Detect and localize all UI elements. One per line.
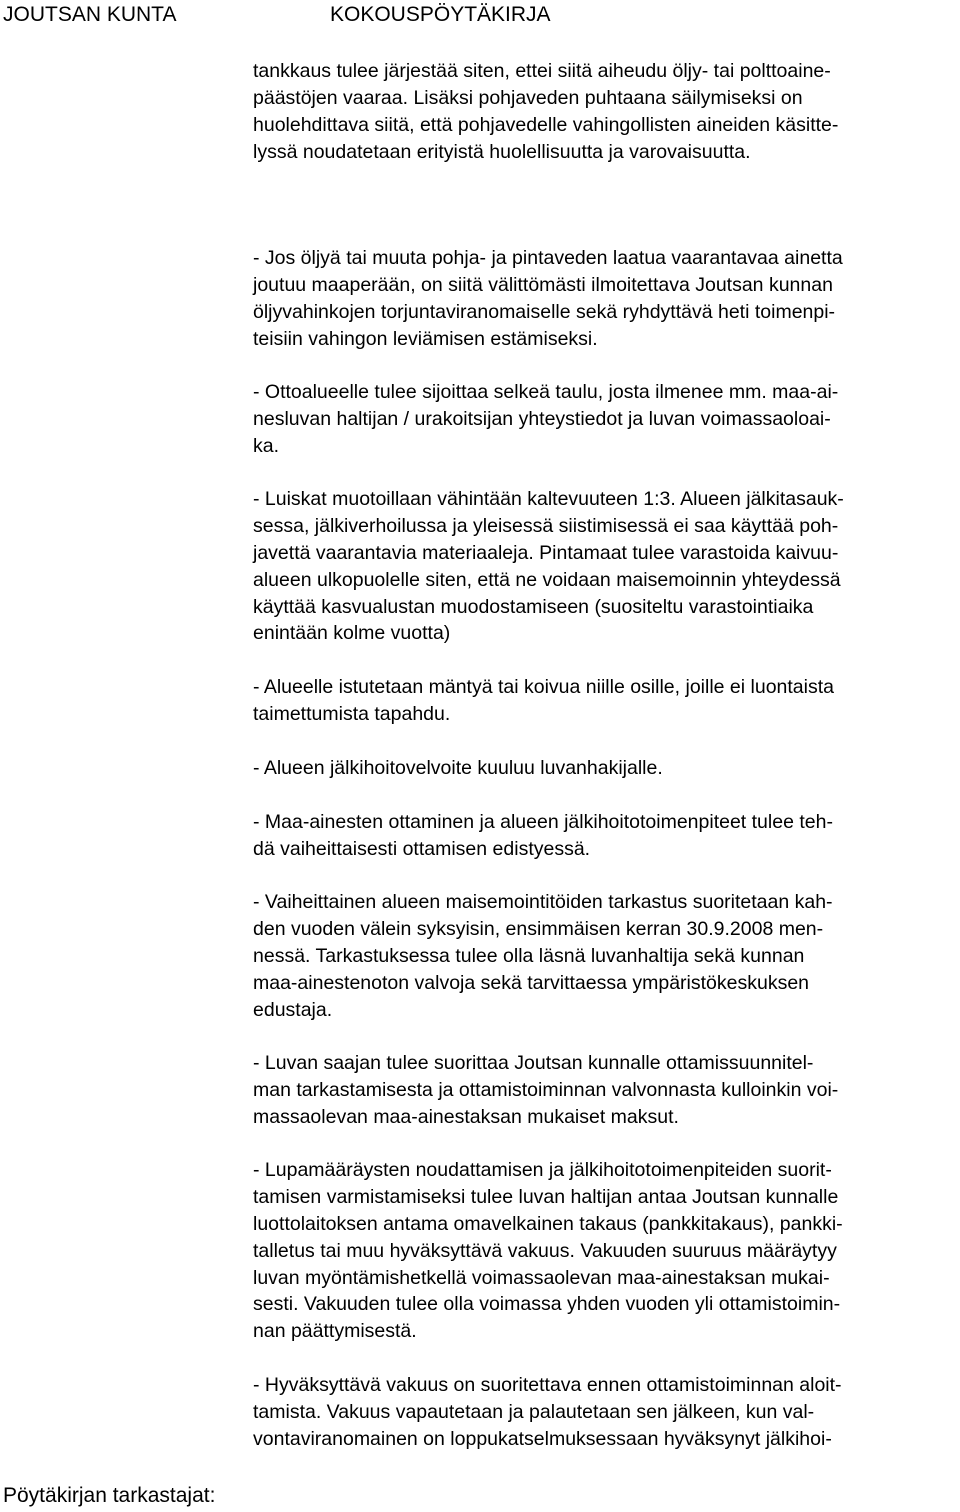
organization-name: JOUTSAN KUNTA — [3, 3, 177, 26]
text-line: tamisen varmistamiseksi tulee luvan haltijan antaa Joutsan kunnalle — [253, 1185, 839, 1208]
paragraph-slopes — [253, 486, 958, 647]
text-line: tankkaus tulee järjestää siten, ettei siitä aiheudu öljy- tai polttoaine- — [253, 60, 831, 82]
text-line: - Alueelle istutetaan mäntyä tai koivua niille osille, joille ei luontaista — [253, 676, 834, 698]
text-line: ka. — [253, 434, 280, 457]
paragraph-planting — [253, 674, 958, 728]
text-line: - Vaiheittainen alueen maisemointitöiden tarkastus suoritetaan kah- — [253, 891, 833, 913]
text-line: nessä. Tarkastuksessa tulee olla läsnä luvanhaltija sekä kunnan — [253, 944, 805, 967]
paragraph-oil-spill — [253, 245, 958, 353]
text-line: man tarkastamisesta ja ottamistoiminnan valvonnasta kulloinkin voi- — [253, 1078, 839, 1101]
text-line: taimettumista tapahdu. — [253, 702, 451, 725]
document-type: KOKOUSPÖYTÄKIRJA — [330, 3, 551, 26]
text-line: - Luiskat muotoillaan vähintään kaltevuuteen 1:3. Alueen jälkitasauk- — [253, 488, 844, 510]
text-line: - Hyväksyttävä vakuus on suoritettava ennen ottamistoiminnan aloit- — [253, 1374, 842, 1396]
text-line: luvan myöntämishetkellä voimassaolevan maa-ainestaksan mukai- — [253, 1266, 830, 1289]
text-line: - Ottoalueelle tulee sijoittaa selkeä taulu, josta ilmenee mm. maa-ai- — [253, 381, 839, 403]
text-line: päästöjen vaaraa. Lisäksi pohjaveden puhtaana säilymiseksi on — [253, 86, 803, 109]
text-line: - Luvan saajan tulee suorittaa Joutsan kunnalle ottamissuunnitel- — [253, 1052, 814, 1074]
text-line: - Maa-ainesten ottaminen ja alueen jälkihoitotoimenpiteet tulee teh- — [253, 811, 833, 833]
text-line: dä vaiheittaisesti ottamisen edistyessä. — [253, 837, 591, 860]
text-line: luottolaitoksen antama omavelkainen takaus (pankkitakaus), pankki- — [253, 1212, 843, 1235]
text-line: öljyvahinkojen torjuntaviranomaiselle sekä ryhdyttävä heti toimenpi- — [253, 300, 836, 323]
text-line: alueen ulkopuolelle siten, että ne voidaan maisemoinnin yhteydessä — [253, 568, 841, 591]
paragraph-guarantee — [253, 1157, 958, 1345]
text-line: käyttää kasvualustan muodostamiseen (suositeltu varastointiaika — [253, 595, 814, 618]
text-line: teisiin vahingon leviämisen estämiseksi. — [253, 327, 598, 350]
paragraph-aftercare-duty — [253, 755, 958, 782]
text-line: edustaja. — [253, 998, 333, 1021]
paragraph-sign — [253, 379, 958, 460]
text-line: den vuoden välein syksyisin, ensimmäisen kerran 30.9.2008 men- — [253, 917, 824, 940]
paragraph-inspection — [253, 889, 958, 1023]
text-line: joutuu maaperään, on siitä välittömästi ilmoitettava Joutsan kunnan — [253, 273, 833, 296]
text-line: talletus tai muu hyväksyttävä vakuus. Vakuuden suuruus määräytyy — [253, 1239, 837, 1262]
text-line: nan päättymisestä. — [253, 1320, 417, 1343]
text-line: massaolevan maa-ainestaksan mukaiset maksut. — [253, 1105, 679, 1128]
text-line: vontaviranomainen on loppukatselmuksessaan hyväksynyt jälkihoi- — [253, 1427, 832, 1450]
paragraph-fuel-handling — [253, 58, 958, 166]
text-line: - Alueen jälkihoitovelvoite kuuluu luvanhakijalle. — [253, 757, 663, 779]
text-line: maa-ainestenoton valvoja sekä tarvittaessa ympäristökeskuksen — [253, 971, 810, 994]
text-line: enintään kolme vuotta) — [253, 622, 451, 645]
text-line: huolehdittava siitä, että pohjavedelle vahingollisten aineiden käsitte- — [253, 113, 839, 136]
minutes-reviewers-label: Pöytäkirjan tarkastajat: — [3, 1484, 216, 1507]
paragraph-phased-aftercare — [253, 809, 958, 863]
text-line: - Jos öljyä tai muuta pohja- ja pintaveden laatua vaarantavaa ainetta — [253, 247, 843, 269]
text-line: sesti. Vakuuden tulee olla voimassa yhden vuoden yli ottamistoimin- — [253, 1293, 841, 1316]
text-line: - Lupamääräysten noudattamisen ja jälkihoitotoimenpiteiden suorit- — [253, 1159, 832, 1181]
text-line: tamista. Vakuus vapautetaan ja palautetaan sen jälkeen, kun val- — [253, 1400, 815, 1423]
text-line: lyssä noudatetaan erityistä huolellisuutta ja varovaisuutta. — [253, 140, 751, 163]
text-line: javettä vaarantavia materiaaleja. Pintamaat tulee varastoida kaivuu- — [253, 541, 839, 564]
text-line: sessa, jälkiverhoilussa ja yleisessä siistimisessä ei saa käyttää poh- — [253, 514, 839, 537]
paragraph-guarantee-release — [253, 1372, 958, 1453]
text-line: nesluvan haltijan / urakoitsijan yhteystiedot ja luvan voimassaoloai- — [253, 407, 831, 430]
paragraph-fees — [253, 1050, 958, 1131]
